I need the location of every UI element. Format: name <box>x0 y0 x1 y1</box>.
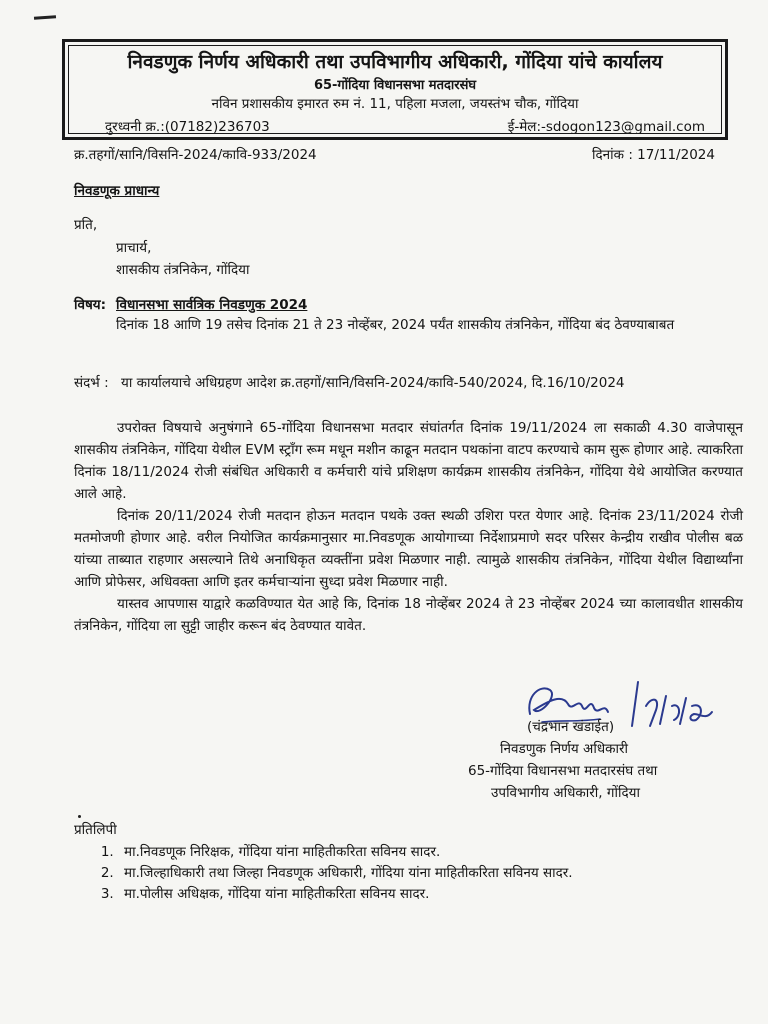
priority-label: निवडणूक प्राधान्य <box>74 183 160 199</box>
recipient-title: प्राचार्य, <box>116 240 152 256</box>
scan-mark <box>34 15 56 20</box>
reference-label: संदर्भ : <box>74 375 109 391</box>
signatory-name: (चंद्रभान खंडाईत) <box>527 719 615 735</box>
office-title: निवडणुक निर्णय अधिकारी तथा उपविभागीय अधिकारी, गोंदिया यांचे कार्यालय <box>127 51 663 73</box>
cc-heading: प्रतिलिपी <box>74 822 117 838</box>
letterhead-box <box>62 39 728 140</box>
signatory-designation-2: 65-गोंदिया विधानसभा मतदारसंघ तथा <box>468 763 658 779</box>
subject-line-2: दिनांक 18 आणि 19 तसेच दिनांक 21 ते 23 नोव्हेंबर, 2024 पर्यंत शासकीय तंत्रनिकेन, गोंदिया बंद ठेवण्याबाबत <box>116 317 675 333</box>
signatory-designation-3: उपविभागीय अधिकारी, गोंदिया <box>491 785 640 801</box>
office-phone: दुरध्वनी क्र.:(07182)236703 <box>105 119 270 135</box>
letter-date: दिनांक : 17/11/2024 <box>592 147 715 163</box>
body-paragraph-2: दिनांक 20/11/2024 रोजी मतदान होऊन मतदान पथके उक्त स्थळी उशिरा परत येणार आहे. दिनांक 23/11/2024 रोजी मतमोजणी होणार आहे. वरील नियोजित कार्यक्रमानुसार मा.निवडणूक आयोगाच्या निर्देशाप्रमाणे सदर परिसर केन्द्रीय राखीव पोलीस बळ यांच्या ताब्यात राहणार असल्याने तिथे अनाधिकृत व्यक्तींना प्रवेश मिळणार नाही. त्यामुळे शासकीय तंत्रनिकेन, गोंदिया येथील विद्यार्थ्यांना आणि प्रोफेसर, अधिवक्ता आणि इतर कर्मचाऱ्यांना सुध्दा प्रवेश मिळणार नाही. <box>74 508 743 590</box>
subject-label: विषय: <box>74 297 107 313</box>
prati-label: प्रति, <box>74 217 98 233</box>
body-paragraph-3: यास्तव आपणास याद्वारे कळविण्यात येत आहे कि, दिनांक 18 नोव्हेंबर 2024 ते 23 नोव्हेंबर 2024 च्या कालावधीत शासकीय तंत्रनिकेन, गोंदिया ला सुट्टी जाहीर करून बंद ठेवण्यात यावेत. <box>74 596 743 634</box>
office-address: नविन प्रशासकीय इमारत रुम नं. 11, पहिला मजला, जयस्तंभ चौक, गोंदिया <box>211 96 579 112</box>
reference-text: या कार्यालयाचे अधिग्रहण आदेश क्र.तहगों/सानि/विसनि-2024/कावि-540/2024, दि.16/10/2024 <box>121 375 625 391</box>
reference-number: क्र.तहगों/सानि/विसनि-2024/कावि-933/2024 <box>74 147 317 163</box>
body-paragraph-1: उपरोक्त विषयाचे अनुषंगाने 65-गोंदिया विधानसभा मतदार संघांतर्गत दिनांक 19/11/2024 ला सकाळी 4.30 वाजेपासून शासकीय तंत्रनिकेन, गोंदिया येथील EVM स्ट्रॉंग रूम मधून मशीन काढून मतदान पथकांना वाटप करण्याचे काम सुरू होणार आहे. त्याकरिता दिनांक 18/11/2024 रोजी संबंधित अधिकारी व कर्मचारी यांचे प्रशिक्षण कार्यक्रम शासकीय तंत्रनिकेन, गोंदिया येथे आयोजित करण्यात आले आहे. <box>74 420 743 502</box>
cc-item: 1. मा.निवडणूक निरिक्षक, गोंदिया यांना माहितीकरिता सविनय सादर. <box>118 842 758 863</box>
stray-mark <box>78 815 81 818</box>
signatory-designation-1: निवडणुक निर्णय अधिकारी <box>500 741 629 757</box>
subject-line-1: विधानसभा सार्वत्रिक निवडणुक 2024 <box>116 297 308 313</box>
cc-list <box>76 842 758 905</box>
recipient-institute: शासकीय तंत्रनिकेन, गोंदिया <box>116 262 250 278</box>
cc-item: 2. मा.जिल्हाधिकारी तथा जिल्हा निवडणूक अधिकारी, गोंदिया यांना माहितीकरिता सविनय सादर. <box>118 863 758 884</box>
letter-body <box>74 417 743 637</box>
office-email: ई-मेल:-sdogon123@gmail.com <box>507 119 705 135</box>
cc-item: 3. मा.पोलीस अधिक्षक, गोंदिया यांना माहितीकरिता सविनय सादर. <box>118 884 758 905</box>
constituency-name: 65-गोंदिया विधानसभा मतदारसंघ <box>313 78 477 93</box>
